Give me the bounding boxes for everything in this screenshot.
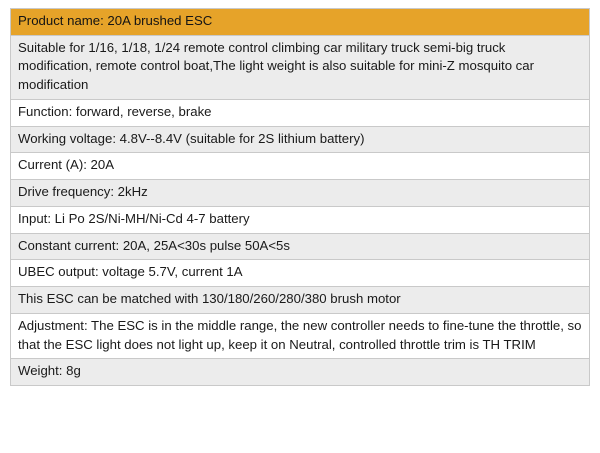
table-row (11, 153, 590, 180)
table-row (11, 359, 590, 386)
specification-table-body (11, 9, 590, 386)
product-name-cell: Product name: 20A brushed ESC (11, 9, 590, 36)
spec-cell: Function: forward, reverse, brake (11, 99, 590, 126)
table-row (11, 206, 590, 233)
spec-cell: Adjustment: The ESC is in the middle range, the new controller needs to fine-tune the throttle, so that the ESC light does not light up, keep it on Neutral, controlled throttle trim is TH TRIM (11, 313, 590, 358)
table-row (11, 287, 590, 314)
table-row (11, 126, 590, 153)
spec-cell: Drive frequency: 2kHz (11, 180, 590, 207)
table-row (11, 313, 590, 358)
specification-table (10, 8, 590, 386)
spec-cell: Suitable for 1/16, 1/18, 1/24 remote control climbing car military truck semi-big truck modification, remote control boat,The light weight is also suitable for mini-Z mosquito car modification (11, 35, 590, 99)
table-row (11, 260, 590, 287)
table-row (11, 180, 590, 207)
spec-cell: Weight: 8g (11, 359, 590, 386)
spec-cell: Constant current: 20A, 25A<30s pulse 50A<5s (11, 233, 590, 260)
table-row (11, 35, 590, 99)
spec-cell: Input: Li Po 2S/Ni-MH/Ni-Cd 4-7 battery (11, 206, 590, 233)
spec-cell: Current (A): 20A (11, 153, 590, 180)
table-row-product-name (11, 9, 590, 36)
spec-cell: Working voltage: 4.8V--8.4V (suitable for 2S lithium battery) (11, 126, 590, 153)
table-row (11, 233, 590, 260)
table-row (11, 99, 590, 126)
spec-cell: This ESC can be matched with 130/180/260/280/380 brush motor (11, 287, 590, 314)
spec-cell: UBEC output: voltage 5.7V, current 1A (11, 260, 590, 287)
